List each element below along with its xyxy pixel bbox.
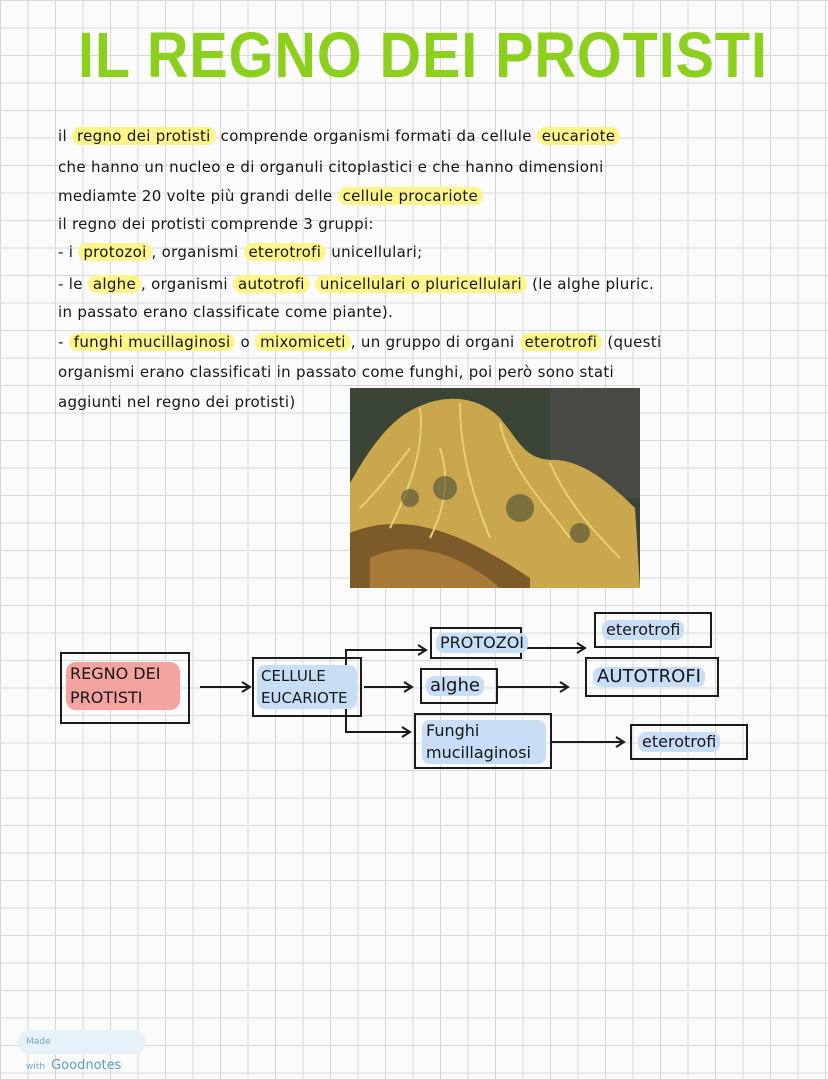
group-label-funghi: Funghi mucillaginosi bbox=[422, 720, 546, 764]
badge-app-name: Goodnotes bbox=[51, 1058, 122, 1073]
highlight-procariote: cellule procariote bbox=[338, 187, 483, 205]
page-title: IL REGNO DEI PROTISTI bbox=[78, 19, 768, 91]
root-box bbox=[60, 652, 190, 724]
badge-made-with: Made with bbox=[26, 1037, 51, 1072]
type-box-eterotrofi-2 bbox=[630, 724, 748, 760]
group-label-alghe: alghe bbox=[426, 676, 484, 696]
cells-label: CELLULE EUCARIOTE bbox=[257, 665, 357, 709]
text-segment: , organismi bbox=[151, 243, 244, 261]
text-segment: mediamte 20 volte più grandi delle bbox=[58, 187, 338, 205]
text-segment: - le bbox=[58, 275, 88, 293]
text-segment: , organismi bbox=[140, 275, 233, 293]
text-segment: , un gruppo di organi bbox=[350, 333, 520, 351]
type-label-eterotrofi-1: eterotrofi bbox=[602, 620, 684, 640]
group-box-protozoi bbox=[430, 627, 522, 659]
highlight-autotrofi: autotrofi bbox=[233, 275, 310, 293]
text-line-9: organismi erano classificati in passato come funghi, poi però sono stati bbox=[58, 363, 614, 381]
highlight-mixomiceti: mixomiceti bbox=[255, 333, 351, 351]
group-box-alghe bbox=[420, 668, 498, 704]
goodnotes-badge bbox=[18, 1030, 146, 1073]
text-segment: - i bbox=[58, 243, 79, 261]
type-label-autotrofi: AUTOTROFI bbox=[593, 667, 705, 687]
highlight-eterotrofi: eterotrofi bbox=[244, 243, 327, 261]
highlight-protozoi: protozoi bbox=[78, 243, 151, 261]
text-segment: (questi bbox=[602, 333, 662, 351]
text-line-2: che hanno un nucleo e di organuli citoplastici e che hanno dimensioni bbox=[58, 158, 604, 176]
cells-box bbox=[252, 657, 362, 717]
text-segment: unicellulari; bbox=[326, 243, 423, 261]
highlight-funghi: funghi mucillaginosi bbox=[69, 333, 236, 351]
type-label-eterotrofi-2: eterotrofi bbox=[638, 732, 720, 752]
type-box-autotrofi bbox=[585, 657, 719, 697]
highlight-uni-pluri: unicellulari o pluricellulari bbox=[315, 275, 527, 293]
text-line-10: aggiunti nel regno dei protisti) bbox=[58, 393, 296, 411]
highlight-regno-protisti: regno dei protisti bbox=[72, 127, 216, 145]
type-box-eterotrofi-1 bbox=[594, 612, 712, 648]
text-segment: (le alghe pluric. bbox=[527, 275, 655, 293]
text-segment: comprende organismi formati da cellule bbox=[215, 127, 537, 145]
text-segment: il bbox=[58, 127, 73, 145]
highlight-eterotrofi-2: eterotrofi bbox=[520, 333, 603, 351]
group-box-funghi bbox=[414, 713, 552, 769]
highlight-alghe: alghe bbox=[88, 275, 141, 293]
highlight-eucariote: eucariote bbox=[537, 127, 621, 145]
text-segment: o bbox=[235, 333, 256, 351]
root-label: REGNO DEI PROTISTI bbox=[66, 662, 180, 710]
text-line-7: in passato erano classificate come piante). bbox=[58, 303, 394, 321]
text-line-4: il regno dei protisti comprende 3 gruppi: bbox=[58, 215, 374, 233]
group-label-protozoi: PROTOZOI bbox=[436, 633, 528, 653]
text-segment: - bbox=[58, 333, 69, 351]
